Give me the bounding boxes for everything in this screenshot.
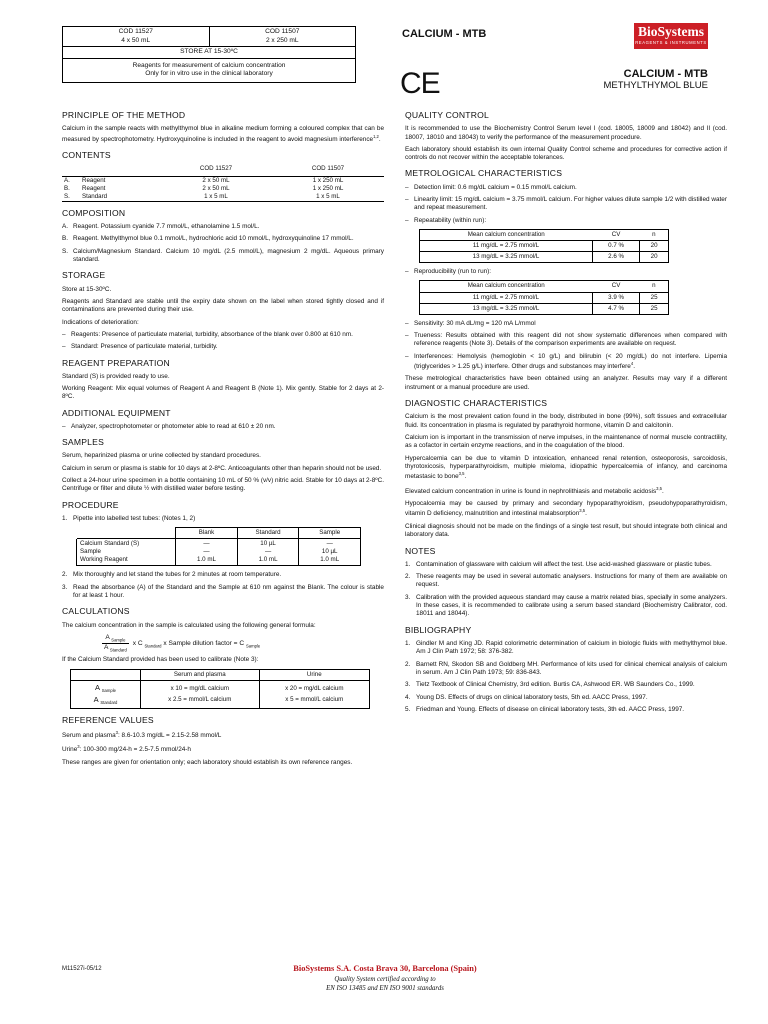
principle-ref: 1,2 — [373, 133, 379, 139]
procedure-step-3 — [62, 584, 384, 601]
storage-p3: Indications of deterioration: — [62, 318, 139, 326]
calculations-p2: If the Calcium Standard provided has been used to calibrate (Note 3): — [62, 656, 259, 664]
contents-name: Reagent — [82, 184, 106, 192]
rep-head-cv: CV — [611, 230, 621, 238]
procedure-cell: — — [326, 540, 333, 548]
repro-n: 25 — [640, 303, 669, 314]
diagnostic-p4: Elevated calcium concentration in urine is found in nephrolithiasis and metabolic acidosis$^{3,5}$. — [405, 485, 664, 495]
bibliography-title: BIBLIOGRAPHY — [405, 624, 472, 635]
metro-d3: – Repeatability (within run): — [405, 217, 727, 225]
samples-p1: Serum, heparinized plasma or urine collected by standard procedures. — [62, 452, 261, 460]
rep-head-conc: Mean calcium concentration — [467, 230, 545, 238]
formula-a: A — [105, 633, 110, 641]
procedure-head-blank: Blank — [176, 528, 238, 539]
note-text: Contamination of glassware with calcium will affect the test. Use acid-washed glassware or plastic tubes. — [416, 560, 712, 568]
procedure-table — [76, 527, 361, 566]
bib-item — [405, 640, 727, 657]
note-text: Calibration with the provided aqueous standard may cause a matrix related bias, specially in some analyzers. In these cases, it is recommended to calibrate using a serum based standard (Biochemistry Calibrator, cod. 18011 and 18044). — [416, 593, 727, 618]
rep-row — [420, 241, 669, 252]
bib-number: 1. — [405, 639, 411, 647]
formula-sub: Sample — [245, 643, 261, 649]
calc-sub: Sample — [101, 688, 116, 694]
repro-head-n: n — [652, 282, 656, 290]
footer-cert2: EN ISO 13485 and EN ISO 9001 standards — [326, 984, 444, 992]
metro-d6: – Trueness: Results obtained with this reagent did not show systematic differences when compared with reference reagents (Note 3). Details of the comparison experiments are available on request. — [405, 332, 727, 349]
diagnostic-sup: 3,5 — [579, 508, 586, 514]
samples-p2: Calcium in serum or plasma is stable for 10 days at 2-8ºC. Anticoagulants other than heparin should not be used. — [62, 464, 382, 472]
reagent-cell — [63, 58, 356, 82]
calc-cell: x 2.5 = mmol/L calcium — [168, 696, 232, 704]
contents-row — [62, 185, 384, 193]
reference-sup: 3 — [77, 744, 80, 750]
step-text: Read the absorbance (A) of the Standard and the Sample at 610 nm against the Blank. The colour is stable for at least 1 hour. — [73, 583, 384, 600]
step-number: 2. — [62, 571, 68, 579]
bib-text: Gindler M and King JD. Rapid colorimetric determination of calcium in biologic fluids with methylthymol blue. Am J Clin Path 1972; 58: 376-382. — [416, 639, 727, 656]
bib-text: Tietz Textbook of Clinical Chemistry, 3rd edition. Burtis CA, Ashwood ER. WB Saunders Co., 1999. — [416, 681, 695, 689]
diagnostic-title: DIAGNOSTIC CHARACTERISTICS — [405, 398, 548, 409]
contents-c2: 1 x 250 mL — [312, 184, 344, 192]
calc-cell: x 10 = mg/dL calcium — [170, 685, 229, 693]
procedure-cell: 1.0 mL — [320, 556, 340, 564]
contents-c1: 2 x 50 mL — [160, 176, 272, 185]
formula-numerator — [102, 634, 129, 644]
procedure-cell: — — [264, 548, 272, 556]
rep-head-n: n — [652, 230, 656, 238]
metrological-title: METROLOGICAL CHARACTERISTICS — [405, 168, 563, 179]
repeatability-table — [419, 229, 669, 263]
principle-title: PRINCIPLE OF THE METHOD — [62, 110, 186, 120]
repro-row — [420, 303, 669, 314]
notes-title: NOTES — [405, 545, 436, 556]
procedure-cell: — — [203, 548, 210, 556]
step-number: 1. — [62, 514, 68, 522]
procedure-standard-col — [237, 539, 299, 566]
procedure-cell: 1.0 mL — [258, 556, 278, 564]
calc-urine-col — [259, 680, 369, 708]
contents-letter: B. — [64, 184, 70, 192]
repro-cv: 4.7 % — [592, 303, 639, 314]
composition-letter: A. — [62, 223, 69, 231]
product-name: CALCIUM - MTB — [623, 68, 708, 80]
composition-text: Reagent. Potassium cyanide 7.7 mmol/L, ethanolamine 1.5 mol/L. — [73, 223, 260, 231]
formula-sub: Standard — [144, 643, 162, 649]
calc-a: A — [93, 695, 99, 705]
procedure-blank-col — [176, 539, 238, 566]
principle-body: Calcium in the sample reacts with methylthymol blue in alkaline medium forming a coloured complex that can be measured by spectrophotometry. Hydroxyquinoline is included in the reagent to avoid magnesium interference — [62, 125, 384, 143]
reference-p2 — [62, 744, 384, 754]
composition-text: Calcium/Magnesium Standard. Calcium 10 mg/dL (2.5 mmol/L), magnesium 2 mg/dL. Aqueous primary standard. — [73, 247, 384, 264]
logo-name: BioSystems — [637, 24, 704, 39]
note-text: These reagents may be used in several automatic analysers. Instructions for many of them are available on request. — [416, 573, 727, 589]
procedure-cell: 1.0 mL — [197, 556, 216, 564]
formula-sub: Sample — [111, 637, 126, 643]
equipment-d1: – Analyzer, spectrophotometer or photometer able to read at 610 ± 20 nm. — [62, 423, 384, 431]
reference-title: REFERENCE VALUES — [62, 714, 154, 725]
formula-rest2: x Sample dilution factor = C — [163, 639, 245, 647]
composition-item — [62, 248, 384, 265]
contents-c1: 1 x 5 mL — [160, 193, 272, 202]
footer-company — [220, 964, 550, 993]
diagnostic-p2: Calcium ion is important in the transmission of nerve impulses, in the maintenance of normal muscle contractility, as a cofactor in certain enzyme reactions, and in the coagulation of the blood. — [405, 433, 727, 450]
bib-number: 5. — [405, 705, 411, 713]
metro-d2: – Linearity limit: 15 mg/dL calcium = 3.75 mmol/L calcium. For higher values dilute sample 1/2 with distilled water and repeat measurement. — [405, 196, 727, 213]
procedure-cell: — — [203, 540, 210, 548]
storage-p1: Store at 15-30ºC. — [62, 285, 112, 293]
diagnostic-sup: 3,5 — [656, 485, 662, 491]
contents-c2: 1 x 250 mL — [272, 176, 384, 185]
diagnostic-p1: Calcium is the most prevalent cation found in the body, distributed in bone (99%), soft tissues and extracellular fluid. Its concentration in plasma is regulated by parathyroid hormone, vitamin D and calcitonin. — [405, 413, 727, 429]
diagnostic-p5: Hypocalcemia may be caused by primary and secondary hypoparathyroidism, pseudohypoparathyroidism, vitamin D deficiency, malnutrition and intestinal malabsorption$^{3,5}$. — [405, 500, 727, 518]
bib-item — [405, 706, 727, 714]
bib-number: 3. — [405, 681, 411, 689]
contents-table — [62, 165, 384, 202]
right-column — [405, 110, 727, 718]
step-number: 3. — [62, 583, 68, 591]
rep-n: 20 — [640, 252, 669, 263]
footer-company-name: BioSystems S.A. — [293, 964, 352, 973]
biosystems-logo — [634, 23, 708, 49]
bib-item — [405, 661, 727, 678]
bib-text: Friedman and Young. Effects of disease on clinical laboratory tests, 3th ed. AACC Press, 1997. — [416, 705, 685, 713]
contents-c1: 2 x 50 mL — [202, 184, 230, 192]
calculation-formula — [62, 634, 384, 653]
procedure-label: Calcium Standard (S) — [80, 540, 140, 548]
reagent-line2: Only for in vitro use in the clinical laboratory — [145, 70, 273, 78]
note-number: 2. — [405, 573, 411, 581]
reference-label: Serum and plasma — [62, 732, 116, 740]
repro-conc: 13 mg/dL = 3.25 mmol/L — [420, 303, 593, 314]
left-column — [62, 110, 384, 771]
diagnostic-p3-text: Hypercalcemia can be due to vitamin D intoxication, enhanced renal retention, osteoporosis, sarcoidosis, thyrotoxicosis, hyperparathyroidism, multiple mieloma, idiopathic hypercalcemia of infancy, and carcinoma metastasic to bone — [405, 454, 727, 481]
composition-text: Reagent. Methylthymol blue 0.1 mmol/L, hydrochloric acid 10 mmol/L, hydroxyquinoline 17 mmol/L. — [73, 235, 354, 243]
contents-letter: S. — [62, 193, 80, 202]
composition-item — [62, 235, 384, 243]
procedure-cell: 10 µL — [260, 540, 276, 548]
cod2-size: 2 x 250 mL — [265, 36, 299, 44]
rep-row — [420, 252, 669, 263]
composition-letter: B. — [62, 235, 69, 243]
reagent-prep-p1: Standard (S) is provided ready to use. — [62, 372, 170, 380]
contents-name: Reagent — [80, 176, 160, 185]
procedure-label: Sample — [80, 548, 101, 556]
formula-fraction — [102, 634, 129, 653]
metro-end: These metrological characteristics have been obtained using an analyzer. Results may vary if a different instrument or a manual procedure are used. — [405, 375, 727, 391]
calc-sub: Standard — [100, 700, 118, 706]
repro-cv: 3.9 % — [592, 292, 639, 303]
bib-number: 4. — [405, 693, 411, 701]
reference-sup: 3 — [115, 730, 118, 736]
calc-serum-col — [141, 680, 260, 708]
bib-text: Barnett RN, Skodon SB and Goldberg MH. Performance of kits used for clinical chemical analysis of calcium in serum. Am J Clin Path 1973; 59: 836-843. — [416, 660, 727, 676]
diagnostic-p6: Clinical diagnosis should not be made on the findings of a single test result, but should integrate both clinical and laboratory data. — [405, 522, 727, 539]
equipment-title: ADDITIONAL EQUIPMENT — [62, 407, 171, 418]
repro-conc: 11 mg/dL = 2.75 mmol/L — [420, 292, 593, 303]
calc-cell: x 20 = mg/dL calcium — [285, 685, 344, 693]
logo-sub: REAGENTS & INSTRUMENTS — [635, 40, 707, 45]
reference-p3: These ranges are given for orientation only; each laboratory should establish its own reference ranges. — [62, 758, 353, 766]
procedure-step-2 — [62, 571, 384, 579]
rep-n: 20 — [640, 241, 669, 252]
rep-conc: 13 mg/dL = 3.25 mmol/L — [420, 252, 593, 263]
diagnostic-sup: 3,5 — [458, 471, 465, 477]
procedure-labels — [77, 539, 176, 566]
metro-d5: – Sensitivity: 30 mA dL/mg = 120 mA L/mmol — [405, 320, 727, 328]
note-number: 1. — [405, 560, 411, 568]
diagnostic-p3: Hypercalcemia can be due to vitamin D intoxication, enhanced renal retention, osteoporosis, sarcoidosis, thyrotoxicosis, hyperparathyroidism, multiple mieloma, idiopathic hypercalcemia of infancy, and carcinoma metastasic to bone$^{3,5}$. — [405, 454, 727, 481]
reagent-prep-p2: Working Reagent: Mix equal volumes of Reagent A and Reagent B (Note 1). Mix gently. Stable for 2 days at 2-8ºC. — [62, 385, 384, 401]
note-item — [405, 573, 727, 590]
procedure-step-1 — [62, 515, 384, 523]
storage-title: STORAGE — [62, 270, 106, 281]
composition-letter: S. — [62, 247, 69, 255]
formula-sub: Standard — [109, 646, 127, 652]
repro-head-conc: Mean calcium concentration — [467, 282, 545, 290]
note-item — [405, 594, 727, 619]
footer-code: M11527i-05/12 — [62, 966, 102, 972]
procedure-head-sample: Sample — [299, 528, 361, 539]
bib-number: 2. — [405, 660, 411, 668]
storage-p2: Reagents and Standard are stable until the expiry date shown on the label when stored tightly closed and if contaminations are prevented during their use. — [62, 297, 384, 314]
cod1-cell — [63, 27, 210, 47]
calculations-p1: The calcium concentration in the sample is calculated using the following general formula: — [62, 621, 316, 629]
samples-title: SAMPLES — [62, 437, 104, 448]
quality-title: QUALITY CONTROL — [405, 110, 490, 120]
procedure-head-standard: Standard — [237, 528, 299, 539]
contents-col1: COD 11527 — [199, 165, 233, 173]
calculation-table — [70, 669, 370, 709]
diagnostic-p4-text: Elevated calcium concentration in urine is found in nephrolithiasis and metabolic acidosis — [405, 487, 657, 495]
step-text: Mix thoroughly and let stand the tubes for 2 minutes at room temperature. — [73, 571, 282, 579]
rep-cv: 0.7 % — [592, 241, 639, 252]
storage-d2: – Standard: Presence of particulate material, turbidity. — [62, 343, 384, 351]
repro-row — [420, 292, 669, 303]
reference-value: : 8.6-10.3 mg/dL = 2.15-2.58 mmol/L — [117, 732, 222, 740]
composition-title: COMPOSITION — [62, 207, 126, 218]
ce-mark: CE — [400, 67, 440, 100]
calc-head-urine: Urine — [259, 669, 369, 680]
procedure-cell: 10 µL — [321, 548, 338, 556]
footer-cert1: Quality System certified according to — [334, 975, 436, 983]
repro-head-cv: CV — [611, 282, 621, 290]
contents-row — [62, 176, 384, 185]
bib-item — [405, 694, 727, 702]
store-cell: STORE AT 15-30ºC — [63, 47, 356, 59]
bib-text: Young DS. Effects of drugs on clinical laboratory tests, 5th ed. AACC Press, 1997. — [416, 693, 648, 701]
reproducibility-table — [419, 280, 669, 314]
samples-p3: Collect a 24-hour urine specimen in a bottle containing 10 mL of 50 % (v/v) nitric acid. Stable for 10 days at 2-8ºC. Centrifuge or filter and dilute ½ with distilled water before testing. — [62, 476, 384, 493]
footer-address: Costa Brava 30, Barcelona (Spain) — [351, 964, 477, 973]
header-table — [62, 26, 356, 83]
calc-cell: x 5 = mmol/L calcium — [285, 696, 344, 704]
metro-d7-sup: 4 — [630, 360, 634, 366]
cod2: COD 11507 — [265, 28, 300, 35]
calc-row-labels — [71, 680, 141, 708]
composition-item — [62, 223, 384, 231]
diagnostic-p5-text: Hypocalcemia may be caused by primary and secondary hypoparathyroidism, pseudohypoparathyroidism, vitamin D deficiency, malnutrition and intestinal malabsorption — [405, 500, 727, 518]
formula-denominator — [102, 644, 129, 653]
product-subtitle: METHYLTHYMOL BLUE — [603, 80, 708, 91]
cod1-size: 4 x 50 mL — [121, 36, 151, 44]
contents-col2: COD 11507 — [311, 165, 345, 173]
metro-d1: – Detection limit: 0.6 mg/dL calcium = 0.15 mmol/L calcium. — [405, 184, 727, 192]
cod2-cell — [209, 27, 356, 47]
quality-p1: It is recommended to use the Biochemistry Control Serum level I (cod. 18005, 18009 and 18042) and II (cod. 18007, 18010 and 18043) to verify the performance of the measurement procedure. — [405, 125, 727, 141]
header-title: CALCIUM - MTB — [402, 28, 487, 40]
procedure-label: Working Reagent — [80, 556, 128, 564]
formula-a: A — [104, 643, 109, 651]
rep-conc: 11 mg/dL = 2.75 mmol/L — [420, 241, 593, 252]
metro-d7-text: Interferences: Hemolysis (hemoglobin < 10 g/L) and bilirubin (< 20 mg/dL) do not interfere. Lipemia (triglycerides > 1.25 g/L) interfere. Other drugs and substances may interfere — [414, 352, 727, 371]
metro-d4: – Reproducibility (run to run): — [405, 268, 727, 276]
quality-p2: Each laboratory should establish its own internal Quality Control scheme and procedures for corrective action if controls do not recover within the acceptable tolerances. — [405, 145, 727, 162]
procedure-title: PROCEDURE — [62, 499, 119, 510]
calc-head-serum: Serum and plasma — [141, 669, 260, 680]
reagent-prep-title: REAGENT PREPARATION — [62, 357, 170, 368]
principle-text: Calcium in the sample reacts with methylthymol blue in alkaline medium forming a coloured complex that can be measured by spectrophotometry. Hydroxyquinoline is included in the reagent to avoid magnesium interference$^{1,2}$. — [62, 125, 384, 143]
contents-title: CONTENTS — [62, 149, 111, 160]
bib-item — [405, 681, 727, 689]
rep-cv: 2.6 % — [592, 252, 639, 263]
calc-a: A — [95, 682, 101, 692]
formula-rest1: x C — [132, 639, 143, 647]
metro-d7: – Interferences: Hemolysis (hemoglobin < 10 g/L) and bilirubin (< 20 mg/dL) do not interfere. Lipemia (triglycerides > 1.25 g/L) interfere. Other drugs and substances may interfere$^4$. — [405, 353, 727, 372]
repro-n: 25 — [640, 292, 669, 303]
contents-row — [62, 193, 384, 202]
contents-name: Standard — [80, 193, 160, 202]
step-text: Pipette into labelled test tubes: (Notes 1, 2) — [73, 514, 196, 522]
procedure-sample-col — [299, 539, 361, 566]
contents-c2: 1 x 5 mL — [272, 193, 384, 202]
storage-d1: – Reagents: Presence of particulate material, turbidity, absorbance of the blank over 0.800 at 610 nm. — [62, 331, 384, 339]
reference-p1 — [62, 730, 384, 740]
cod1: COD 11527 — [118, 28, 153, 35]
reagent-line1: Reagents for measurement of calcium concentration — [132, 61, 286, 69]
contents-letter: A. — [62, 176, 80, 185]
note-number: 3. — [405, 593, 411, 601]
reference-value: : 100-300 mg/24-h = 2.5-7.5 mmol/24-h — [79, 746, 191, 754]
reference-label: Urine — [62, 746, 78, 754]
calculations-title: CALCULATIONS — [62, 606, 130, 617]
note-item — [405, 561, 727, 569]
